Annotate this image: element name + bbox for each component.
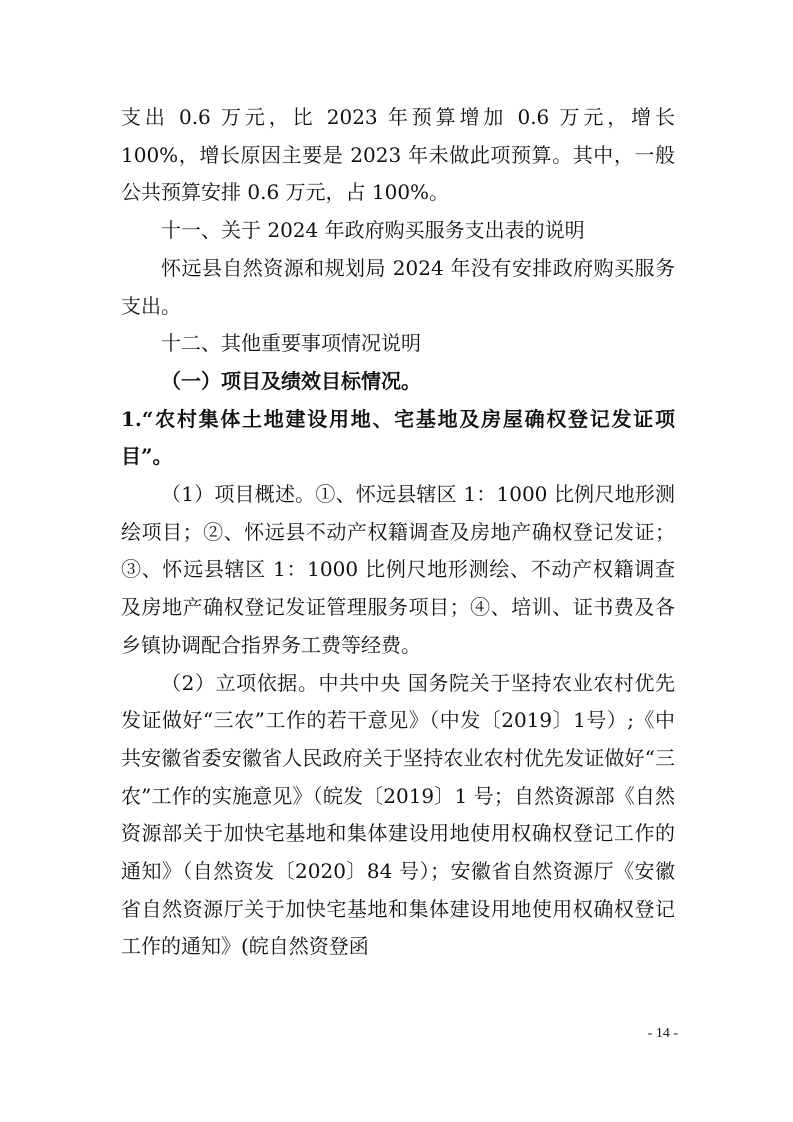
paragraph-section-11: 怀远县自然资源和规划局 2024 年没有安排政府购买服务支出。 <box>121 255 675 318</box>
paragraph-budget-continuation: 支出 0.6 万元，比 2023 年预算增加 0.6 万元，增长 100%，增长原因主要是 2023 年未做此项预算。其中，一般公共预算安排 0.6 万元，占 100%。 <box>121 105 675 205</box>
subheading-project-goals: （一）项目及绩效目标情况。 <box>161 368 421 393</box>
section-heading-11: 十一、关于 2024 年政府购买服务支出表的说明 <box>161 218 585 243</box>
paragraph-project-basis: （2）立项依据。中共中央 国务院关于坚持农业农村优先发证做好“三农”工作的若干意见》（中发〔2019〕1号）;《中共安徽省委安徽省人民政府关于坚持农业农村优先发证做好“三农”工作的实施意见》（皖发〔2019〕1 号；自然资源部《自然资源部关于加快宅基地和集体建设用地使用权确权登记工作的通知》（自然资发〔2020〕84 号）；安徽省自然资源厅《安徽省自然资源厅关于加快宅基地和集体建设用地使用权确权登记工作的通知》(皖自然资登函 <box>121 670 675 959</box>
paragraph-project-overview: （1）项目概述。①、怀远县辖区 1：1000 比例尺地形测绘项目；②、怀远县不动产权籍调查及房地产确权登记发证；③、怀远县辖区 1：1000 比例尺地形测绘、不动产权籍调查及房地产确权登记发证管理服务项目；④、培训、证书费及各乡镇协调配合指界务工费等经费。 <box>121 482 675 657</box>
document-body <box>121 99 675 966</box>
item-heading-project-1: 1.“农村集体土地建设用地、宅基地及房屋确权登记发证项目”。 <box>121 406 675 469</box>
page-number: - 14 - <box>647 1026 678 1041</box>
section-heading-12: 十二、其他重要事项情况说明 <box>161 331 421 356</box>
